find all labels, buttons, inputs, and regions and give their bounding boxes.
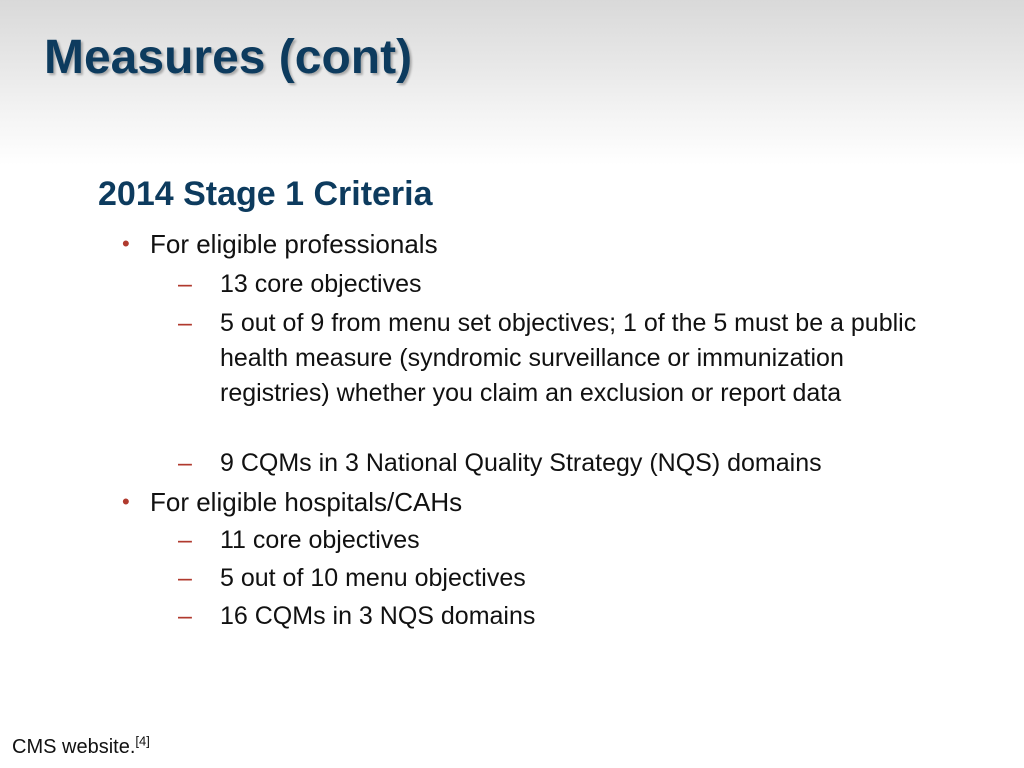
sub-bullet-text: 16 CQMs in 3 NQS domains: [220, 602, 536, 630]
sub-bullet-item: [178, 523, 918, 558]
sub-bullet-text: 5 out of 9 from menu set objectives; 1 of the 5 must be a public health measure (syndromic surveillance or immunization registries) whether you claim an exclusion or report data: [220, 309, 917, 407]
sub-bullet-text: 13 core objectives: [220, 270, 422, 298]
sub-bullet-item: [178, 267, 918, 302]
bullet-icon: •: [122, 231, 130, 256]
sub-bullet-item: [178, 306, 918, 411]
sub-bullet-item: [178, 599, 918, 634]
dash-icon: –: [178, 309, 192, 337]
dash-icon: –: [178, 449, 192, 477]
section-heading: 2014 Stage 1 Criteria: [98, 175, 433, 213]
dash-icon: –: [178, 564, 192, 592]
dash-icon: –: [178, 270, 192, 298]
sub-bullet-item: [178, 561, 918, 596]
sub-bullet-text: 9 CQMs in 3 National Quality Strategy (NQS) domains: [220, 449, 822, 477]
source-citation: [12, 734, 150, 760]
sub-bullet-text: 5 out of 10 menu objectives: [220, 564, 526, 592]
sub-bullet-text: 11 core objectives: [220, 526, 420, 554]
bullet-label: For eligible hospitals/CAHs: [150, 487, 463, 517]
slide-title: Measures (cont): [44, 31, 413, 84]
reference-number: [4]: [135, 733, 150, 749]
dash-icon: –: [178, 602, 192, 630]
sub-bullet-item: [178, 446, 918, 481]
dash-icon: –: [178, 526, 192, 554]
bullet-label: For eligible professionals: [150, 229, 438, 259]
bullet-icon: •: [122, 489, 130, 514]
source-text: CMS website.: [12, 736, 136, 758]
